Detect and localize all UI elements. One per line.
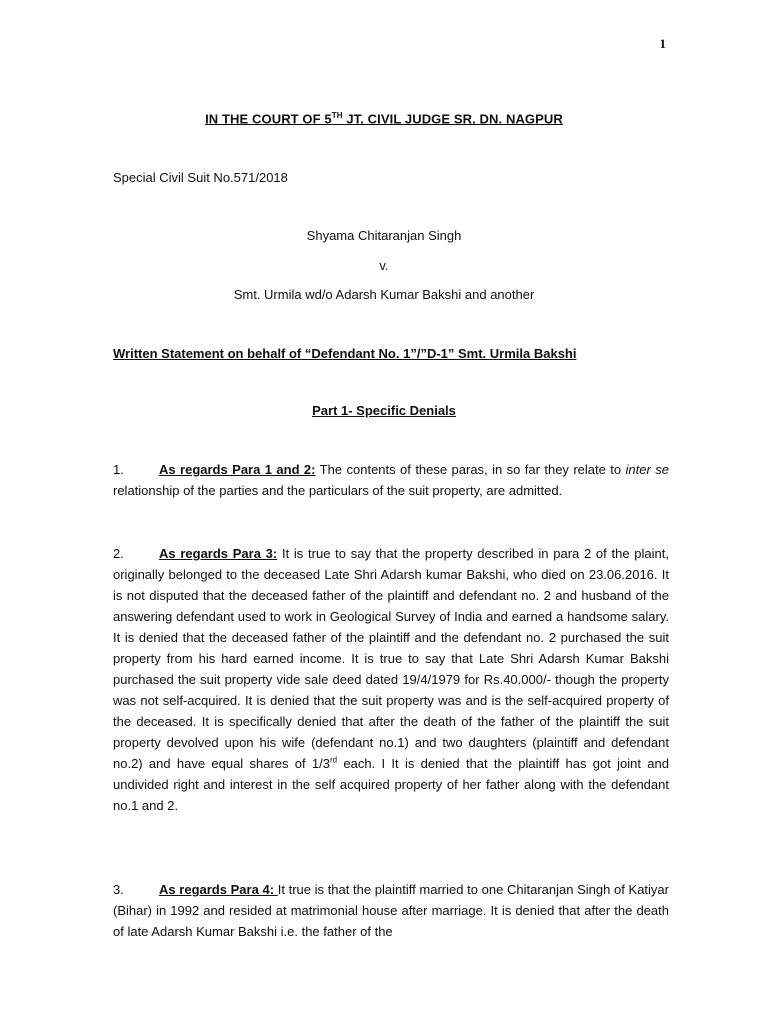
paragraph-text: The contents of these paras, in so far they relate to (315, 462, 626, 477)
plaintiff-name: Shyama Chitaranjan Singh (306, 228, 462, 243)
paragraph-1 (113, 459, 669, 501)
written-statement-title: Written Statement on behalf of “Defendant No. 1”/”D-1” Smt. Urmila Bakshi (113, 346, 577, 361)
paragraph-text: It is true to say that the property described in para 2 of the plaint, originally belonged to the deceased Late Shri Adarsh kumar Bakshi, who died on 23.06.2016. It is not disputed that the deceased father of the plaintiff and defendant no. 2 and husband of the answering defendant used to work in Geological Survey of India and earned a handsome salary. It is denied that the deceased father of the plaintiff and the defendant no. 2 purchased the suit property from his hard earned income. It is true to say that Late Shri Adarsh Kumar Bakshi purchased the suit property vide sale deed dated 19/4/1979 for Rs.40.000/- though the property was not self-acquired. It is denied that the suit property was and is the self-acquired property of the deceased. It is specifically denied that after the death of the father of the plaintiff the suit property devolved upon his wife (defendant no.1) and two daughters (plaintiff and defendant no.2) and have equal shares of 1/3 (113, 546, 669, 771)
part-title: Part 1- Specific Denials (312, 403, 456, 418)
paragraph-number: 2. (113, 546, 124, 561)
court-title-superscript: TH (331, 111, 343, 120)
court-title-before: IN THE COURT OF 5 (205, 111, 332, 127)
paragraph-lead: As regards Para 1 and 2: (159, 462, 316, 477)
court-title-after: JT. CIVIL JUDGE SR. DN. NAGPUR (342, 111, 563, 127)
paragraph-3 (113, 879, 669, 942)
paragraph-number: 1. (113, 462, 124, 477)
court-title (0, 111, 768, 126)
paragraph-lead: As regards Para 4: (159, 882, 278, 897)
paragraph-text-continued: relationship of the parties and the particulars of the suit property, are admitted. (113, 483, 563, 498)
paragraph-italic-text: inter se (625, 462, 669, 477)
paragraph-2 (113, 543, 669, 816)
defendants-name: Smt. Urmila wd/o Adarsh Kumar Bakshi and another (233, 287, 535, 302)
versus-label: v. (379, 258, 389, 273)
paragraph-text: It true is that the plaintiff married to one Chitaranjan Singh of Katiyar (Bihar) in 1992 and resided at matrimonial house after marriage. It is denied that after the death of late Adarsh Kumar Bakshi i.e. the father of the (113, 882, 669, 939)
suit-number: Special Civil Suit No.571/2018 (113, 170, 288, 185)
paragraph-number: 3. (113, 882, 124, 897)
paragraph-lead: As regards Para 3: (159, 546, 278, 561)
page-number: 1 (659, 36, 666, 51)
paragraph-text-continued: each. I It is denied that the plaintiff has got joint and undivided right and interest in the self acquired property of her father along with the defendant no.1 and 2. (113, 756, 669, 813)
paragraph-superscript: rd (330, 755, 338, 765)
